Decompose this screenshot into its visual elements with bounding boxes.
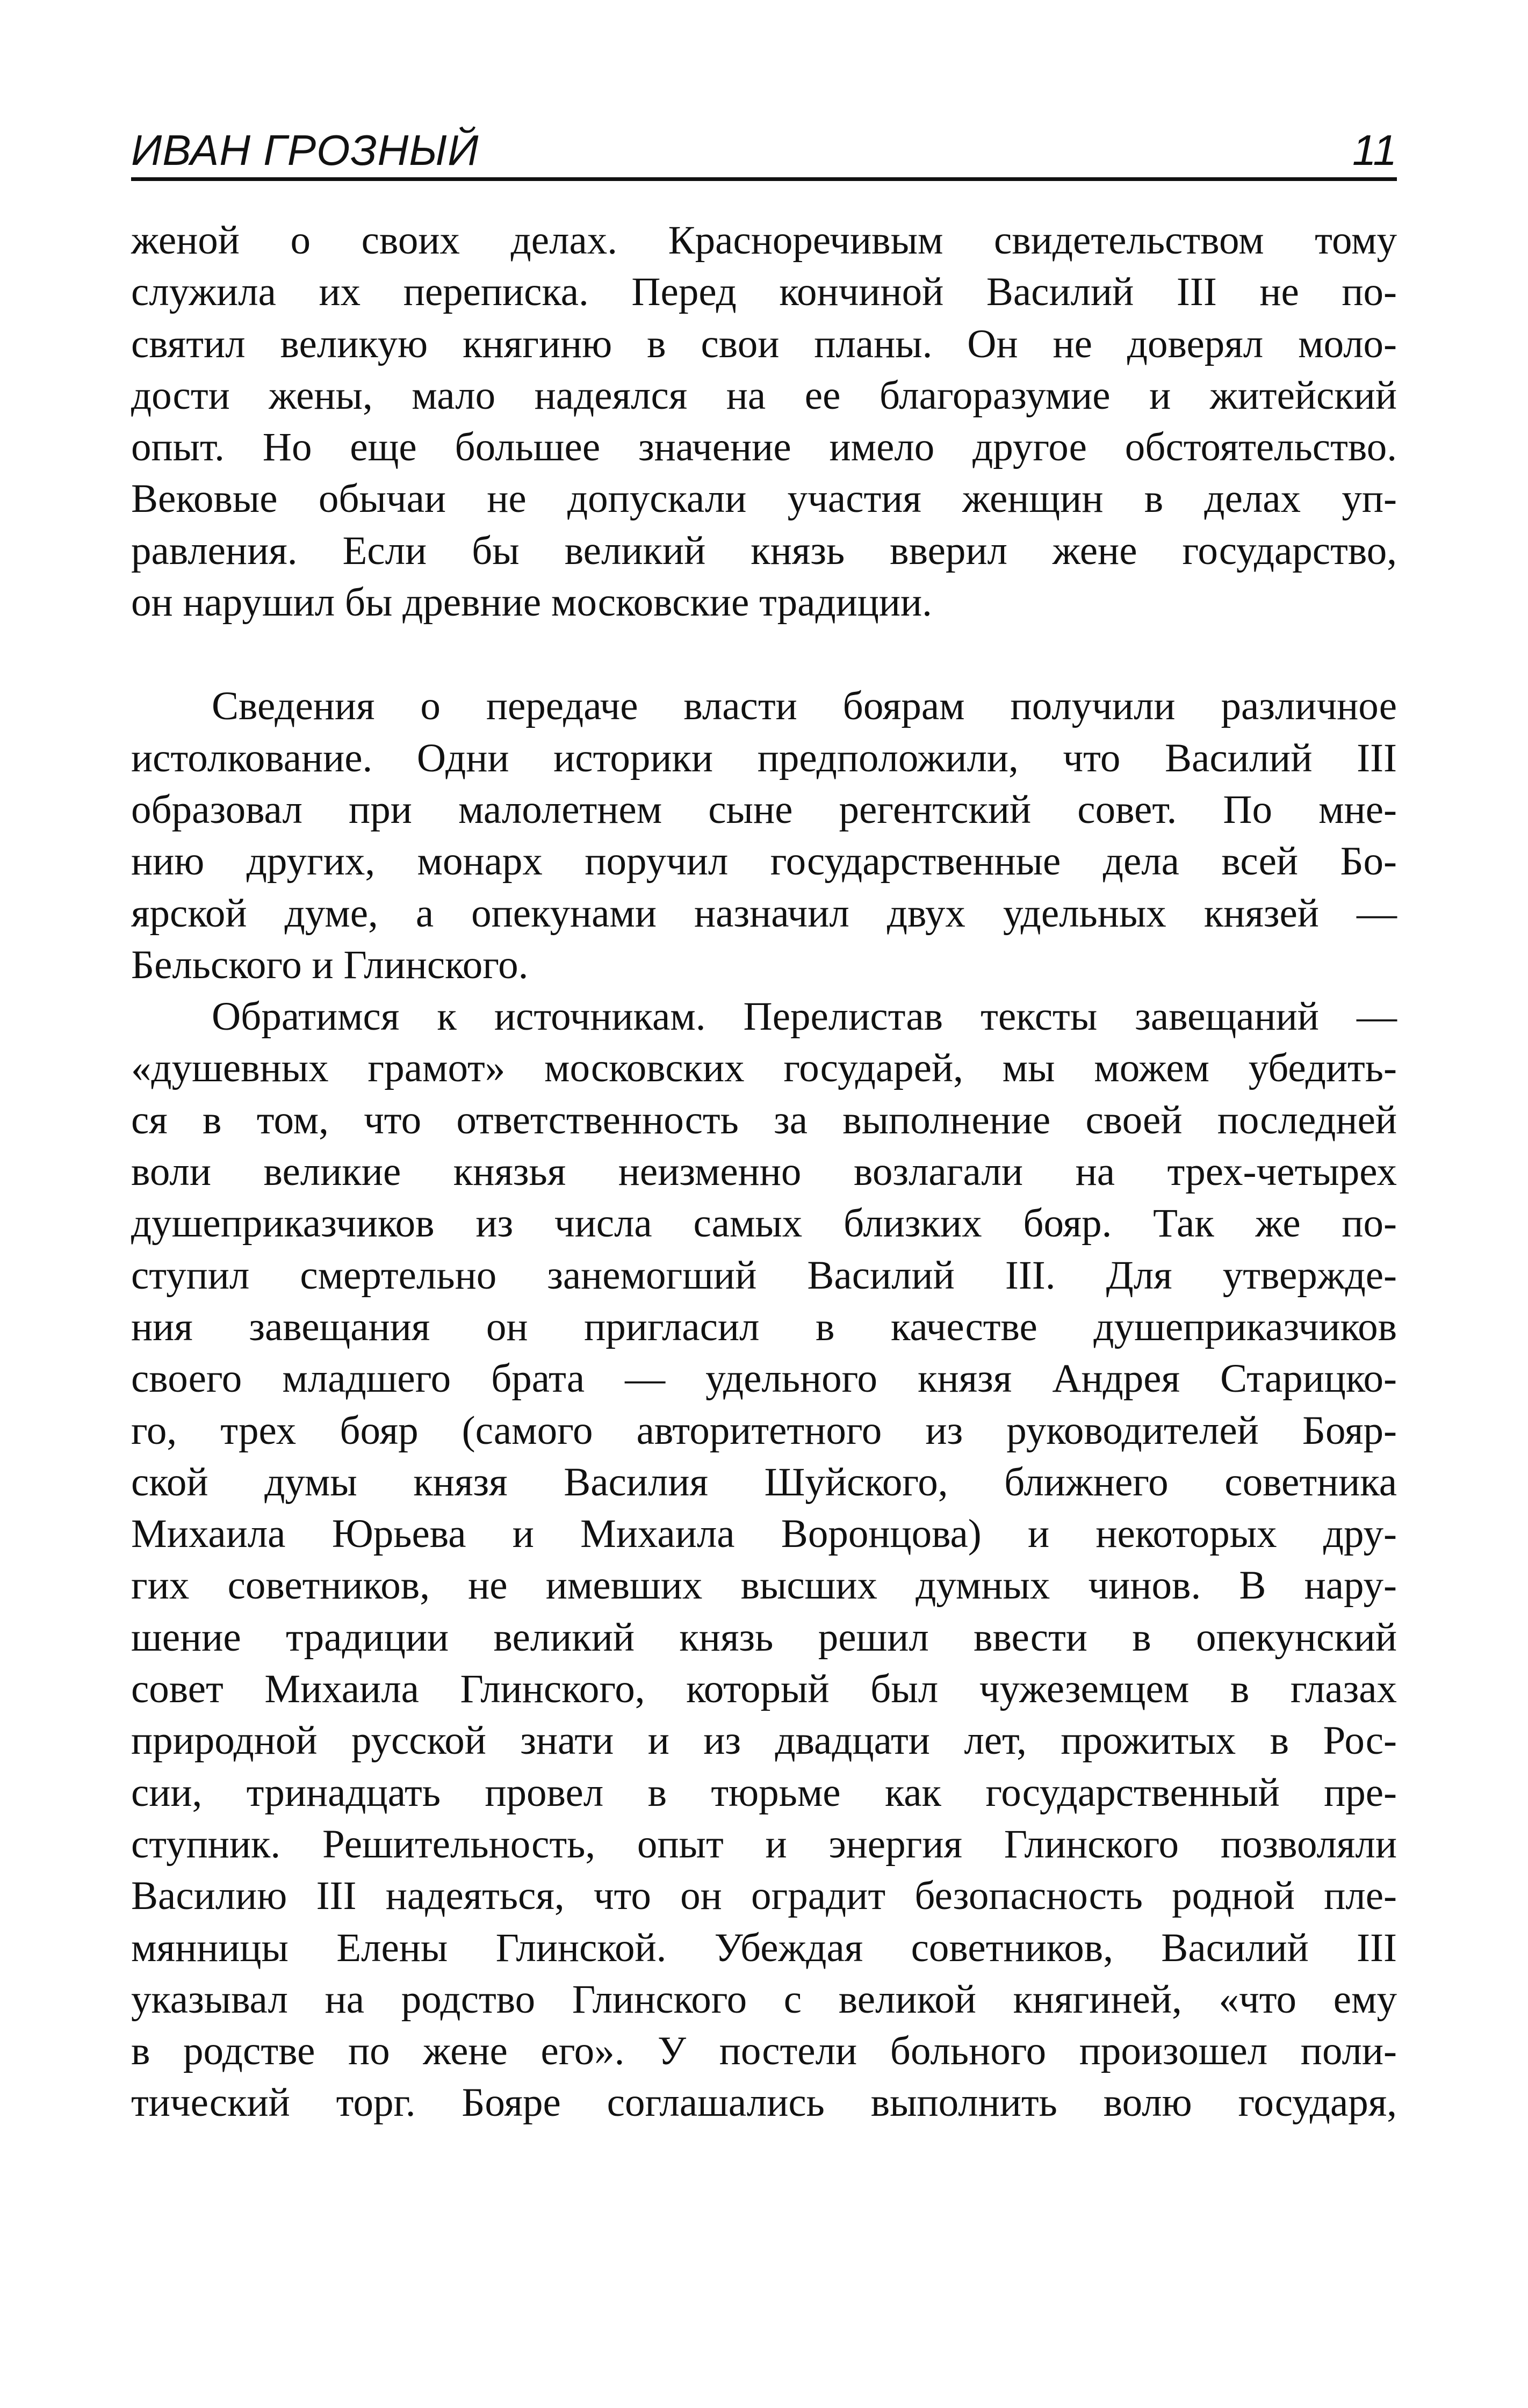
text-line: совет Михаила Глинского, который был чужеземцем в глазах — [131, 1667, 1397, 1712]
text-line: ся в том, что ответственность за выполнение своей последней — [131, 1097, 1397, 1142]
text-line: Вековые обычаи не допускали участия женщин в делах уп- — [131, 476, 1397, 522]
text-line: Бельского и Глинского. — [131, 942, 529, 987]
text-line: дости жены, мало надеялся на ее благоразумие и житейский — [131, 373, 1397, 418]
paragraph-2 — [131, 681, 1397, 991]
text-line: Обратимся к источникам. Перелистав тексты завещаний — — [212, 994, 1397, 1039]
running-header — [131, 107, 1397, 181]
text-line: мянницы Елены Глинской. Убеждая советников, Василий III — [131, 1925, 1397, 1970]
text-line: ния завещания он пригласил в качестве душеприказчиков — [131, 1304, 1397, 1349]
text-line: ярской думе, а опекунами назначил двух удельных князей — — [131, 891, 1397, 936]
text-line: Сведения о передаче власти боярам получили различное — [212, 684, 1397, 729]
text-line: женой о своих делах. Красноречивым свидетельством тому — [131, 218, 1397, 263]
paragraph-1 — [131, 215, 1397, 628]
text-line: истолкование. Одни историки предположили, что Василий III — [131, 735, 1397, 780]
text-line: своего младшего брата — удельного князя Андрея Старицко- — [131, 1356, 1397, 1401]
text-line: служила их переписка. Перед кончиной Василий III не по- — [131, 270, 1397, 315]
text-line: Василию III надеяться, что он оградит безопасность родной пле- — [131, 1874, 1397, 1919]
text-line: воли великие князья неизменно возлагали на трех-четырех — [131, 1149, 1397, 1195]
text-line: он нарушил бы древние московские традиции. — [131, 580, 932, 625]
paragraph-3 — [131, 991, 1397, 2129]
text-line: святил великую княгиню в свои планы. Он не доверял моло- — [131, 321, 1397, 366]
text-line: ступник. Решительность, опыт и энергия Глинского позволяли — [131, 1821, 1397, 1867]
text-line: «душевных грамот» московских государей, мы можем убедить- — [131, 1046, 1397, 1091]
text-line: в родстве по жене его». У постели больного произошел поли- — [131, 2029, 1397, 2074]
text-line: шение традиции великий князь решил ввести в опекунский — [131, 1615, 1397, 1660]
text-line: ступил смертельно занемогший Василий III. Для утвержде- — [131, 1253, 1397, 1298]
text-line: гих советников, не имевших высших думных чинов. В нару- — [131, 1563, 1397, 1608]
text-line: сии, тринадцать провел в тюрьме как государственный пре- — [131, 1770, 1397, 1815]
text-line: равления. Если бы великий князь вверил жене государство, — [131, 528, 1397, 573]
text-line: го, трех бояр (самого авторитетного из руководителей Бояр- — [131, 1408, 1397, 1453]
body-text — [131, 215, 1397, 2129]
text-line: указывал на родство Глинского с великой княгиней, «что ему — [131, 1977, 1397, 2022]
page-number: 11 — [1352, 126, 1397, 174]
text-line: нию других, монарх поручил государственные дела всей Бо- — [131, 839, 1397, 884]
text-line: Михаила Юрьева и Михаила Воронцова) и некоторых дру- — [131, 1512, 1397, 1557]
running-title: ИВАН ГРОЗНЫЙ — [131, 126, 479, 174]
text-line: ской думы князя Василия Шуйского, ближнего советника — [131, 1459, 1397, 1505]
text-line: душеприказчиков из числа самых близких бояр. Так же по- — [131, 1201, 1397, 1246]
text-line: образовал при малолетнем сыне регентский совет. По мне- — [131, 787, 1397, 832]
text-line: опыт. Но еще большее значение имело другое обстоятельство. — [131, 425, 1397, 470]
text-line: тический торг. Бояре соглашались выполнить волю государя, — [131, 2080, 1397, 2125]
text-line: природной русской знати и из двадцати лет, прожитых в Рос- — [131, 1718, 1397, 1763]
